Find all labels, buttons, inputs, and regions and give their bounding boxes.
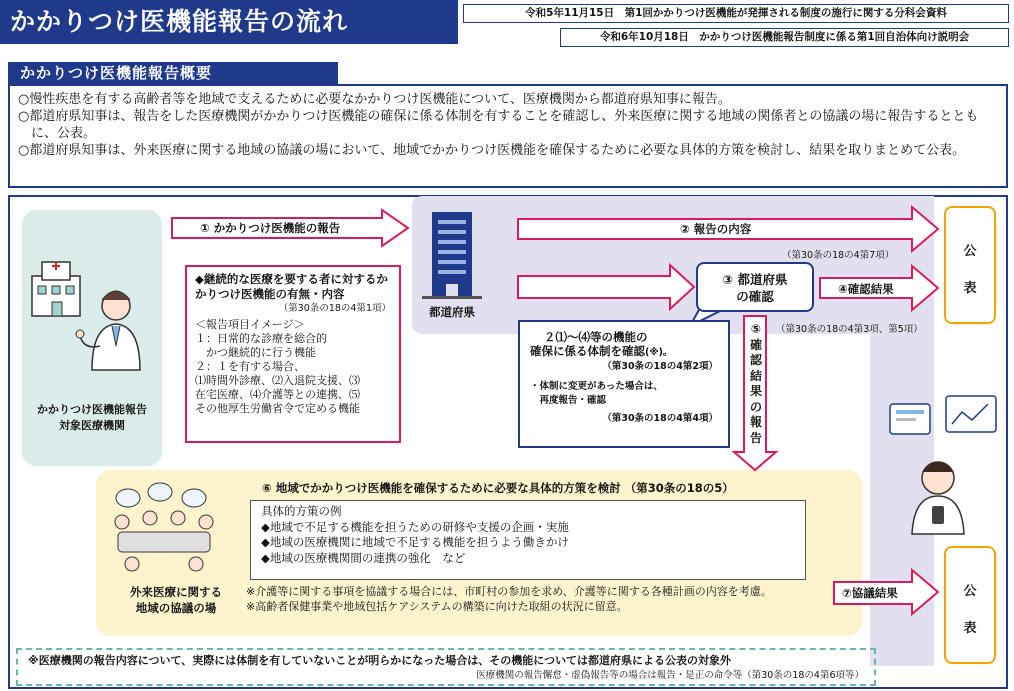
confirm-detail-box [518, 320, 730, 448]
overview-line: ○都道府県知事は、外来医療に関する地域の協議の場において、地域でかかりつけ医機能を確保するために必要な具体的方策を検討し、結果を取りまとめて公表。 [18, 143, 966, 158]
step2-ref: （第30条の18の4第7項） [782, 250, 895, 261]
report-item: 在宅医療、⑷介護等との連携、⑸ [195, 388, 360, 401]
confirm-ref: （第30条の18の4第4項） [602, 413, 718, 424]
measures-title: 具体的方策の例 [261, 504, 342, 518]
prefecture-confirm-box [696, 262, 814, 312]
report-heading: ◆継続的な医療を要する者に対するかかりつけ医機能の有無・内容 [195, 272, 388, 301]
arrow-to-confirm [518, 265, 694, 309]
report-heading-ref: （第30条の18の4第1項） [278, 303, 391, 314]
council-label-line: 外来医療に関する [130, 585, 222, 599]
confirm-line: 再度報告・確認 [530, 395, 607, 406]
building-icon [422, 212, 482, 299]
step7-label: ⑦協議結果 [842, 586, 898, 600]
facility-label-line: かかりつけ医機能報告 [37, 403, 147, 416]
meeting-icon [115, 483, 213, 571]
footer-subnote: 医療機関の報告懈怠・虚偽報告等の場合は報告・是正の命令等（第30条の18の4第6項等） [476, 670, 864, 681]
publish-box-1 [944, 206, 996, 324]
report-item: その他厚生労働省令で定める機能 [195, 402, 360, 415]
step6-label [262, 480, 862, 496]
report-item: １：日常的な診療を総合的 [195, 332, 327, 345]
step5-char: 告 [749, 430, 762, 445]
publish-char: 表 [963, 281, 977, 296]
step5-char: 果 [749, 384, 762, 398]
council-label-line: 地域の協議の場 [135, 601, 217, 615]
step4-label: ④確認結果 [838, 282, 894, 296]
report-items-title: ＜報告項目イメージ＞ [195, 318, 305, 331]
step5-char: 確 [749, 337, 762, 352]
confirm-mark: (※)。 [645, 347, 673, 358]
footer-note-box [16, 648, 876, 686]
overview-heading: かかりつけ医機能報告概要 [8, 62, 338, 84]
report-items-box [185, 265, 401, 443]
confirm-line: ２⑴～⑷等の機能の [544, 330, 648, 344]
source-note-1: 令和5年11月15日 第1回かかりつけ医機能が発揮される制度の施行に関する分科会資料 [463, 4, 1009, 23]
council-note: ※高齢者保健事業や地域包括ケアシステムの構築に向けた取組の状況に留意。 [246, 600, 628, 613]
confirm-label-line: ③ 都道府県 [722, 272, 788, 287]
council-notes [246, 584, 836, 614]
step5-char: ⑤ [750, 322, 762, 336]
publish-char: 公 [963, 244, 977, 259]
facility-label [22, 402, 162, 434]
report-item: ２：１を有する場合、 [195, 360, 305, 373]
report-item: かつ継続的に行う機能 [195, 346, 316, 359]
step4-ref: （第30条の18の4第3項、第5項） [776, 324, 923, 335]
publish-box-2 [944, 546, 996, 664]
step6-ref: （第30条の18の5） [624, 481, 734, 495]
report-item: ⑴時間外診療、⑵入退院支援、⑶ [195, 374, 360, 387]
step5-char: の [749, 399, 762, 414]
council-label [108, 584, 244, 616]
measure-item: ◆地域の医療機関間の連携の強化 など [261, 550, 466, 565]
confirm-ref: （第30条の18の4第2項） [602, 361, 718, 372]
step5-char: 結 [749, 368, 762, 383]
confirm-label-line: の確認 [736, 289, 774, 304]
page-title: かかりつけ医機能報告の流れ [0, 0, 458, 44]
confirm-line: ・体制に変更があった場合は、 [530, 381, 663, 392]
overview-line: ○慢性疾患を有する高齢者等を地域で支えるために必要なかかりつけ医機能について、医療機関から都道府県知事に報告。 [18, 92, 731, 107]
publish-char: 表 [963, 621, 977, 636]
measures-box [250, 500, 806, 580]
doctor-icon [76, 291, 140, 370]
prefecture-label: 都道府県 [429, 305, 475, 319]
step5-label [747, 322, 765, 446]
source-note-2: 令和6年10月18日 かかりつけ医機能報告制度に係る第1回自治体向け説明会 [560, 28, 1009, 47]
hospital-icon [32, 262, 80, 316]
overview-line: ○都道府県知事は、報告をした医療機関がかかりつけ医機能の確保に係る体制を有することを確認し、外来医療に関する地域の関係者との協議の場に報告するとともに、公表。 [18, 109, 979, 141]
facility-label-line: 対象医療機関 [59, 419, 125, 432]
step2-label: ② 報告の内容 [680, 222, 752, 236]
footer-note: ※医療機関の報告内容について、実際には体制を有していないことが明らかになった場合は、その機能については都道府県による公表の対象外 [28, 654, 732, 667]
step5-char: 認 [749, 353, 762, 367]
step1-label: ① かかりつけ医機能の報告 [200, 221, 341, 235]
confirm-line: 確保に係る体制を確認 [530, 344, 645, 358]
council-note: ※介護等に関する事項を協議する場合には、市町村の参加を求め、介護等に関する各種計画の内容を考慮。 [246, 585, 772, 598]
step5-char: 報 [749, 415, 762, 429]
resident-icon [890, 396, 996, 534]
measure-item: ◆地域で不足する機能を担うための研修や支援の企画・実施 [261, 519, 569, 534]
publish-char: 公 [963, 584, 977, 599]
step6-text: ⑥ 地域でかかりつけ医機能を確保するために必要な具体的方策を検討 [262, 481, 621, 495]
measure-item: ◆地域の医療機関に地域で不足する機能を担うよう働きかけ [261, 535, 569, 549]
